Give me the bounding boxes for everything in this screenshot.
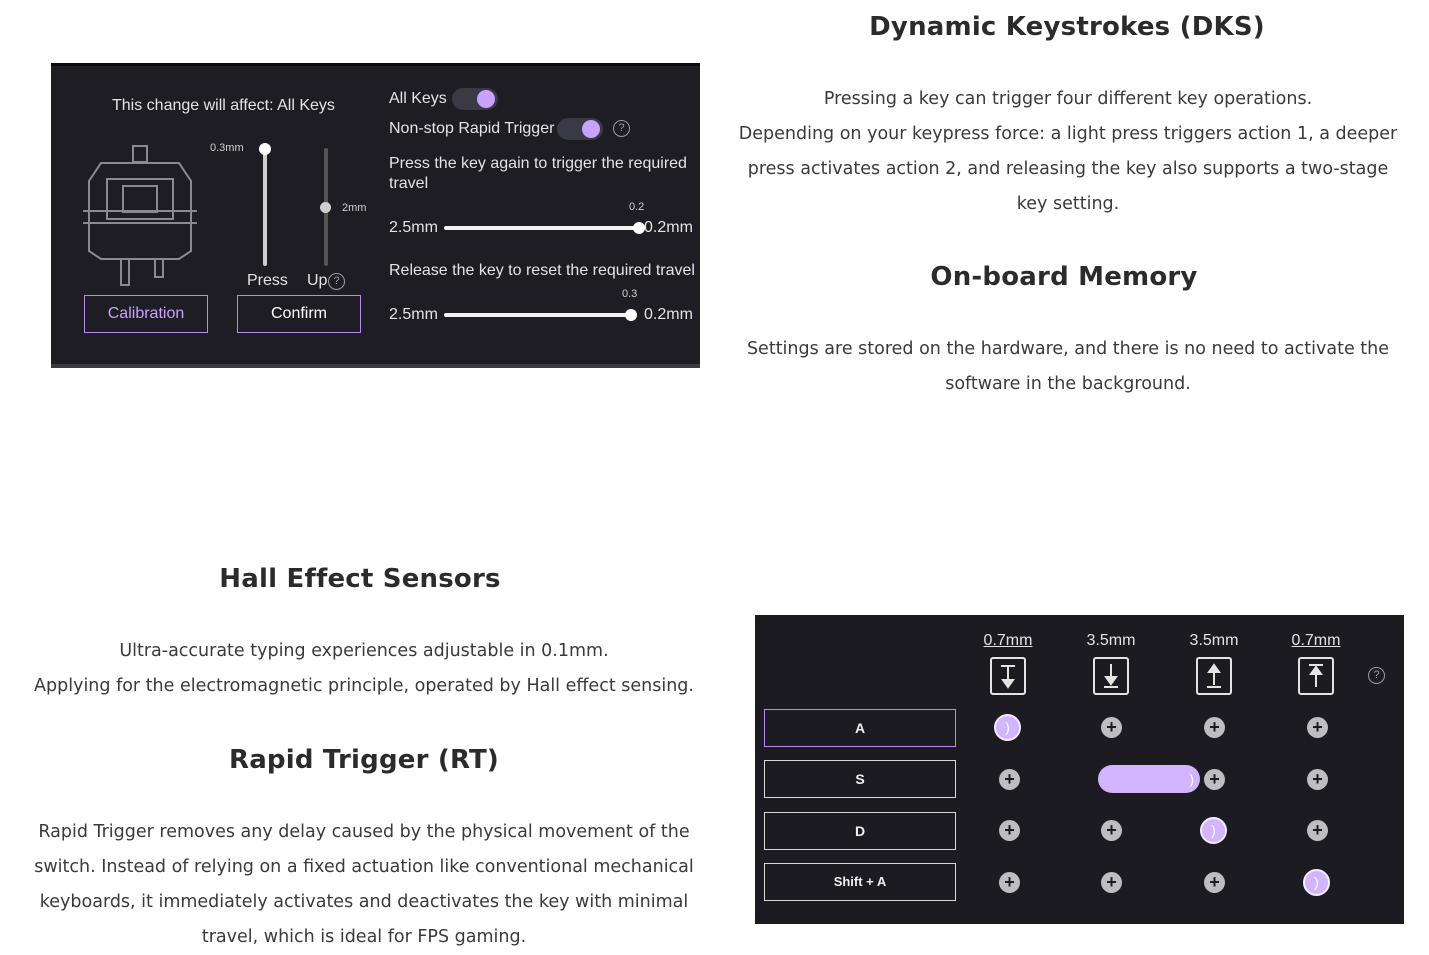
action-marker[interactable]: ) — [994, 714, 1021, 741]
up-slider-handle[interactable] — [320, 202, 331, 213]
affect-label: This change will affect: All Keys — [112, 97, 335, 114]
key-row-a[interactable]: A — [764, 709, 956, 747]
dks-description — [737, 82, 1399, 222]
key-row-s[interactable]: S — [764, 760, 956, 798]
action-range-bar[interactable]: ) — [1098, 765, 1200, 793]
press-label: Press — [247, 272, 288, 289]
up-travel-label: 2mm — [342, 202, 367, 214]
add-action-icon[interactable]: + — [1101, 820, 1122, 841]
column-header: 3.5mm — [1189, 632, 1239, 649]
switch-icon — [81, 141, 206, 291]
press-slider[interactable] — [263, 148, 267, 266]
add-action-icon[interactable]: + — [1204, 717, 1225, 738]
up-label: Up — [307, 272, 328, 289]
memory-title: On-board Memory — [930, 262, 1198, 292]
add-action-icon[interactable]: + — [999, 769, 1020, 790]
release-travel-slider-handle[interactable] — [625, 309, 637, 321]
rt-description — [28, 815, 700, 955]
add-action-icon[interactable]: + — [1101, 717, 1122, 738]
dks-line: Depending on your keypress force: a light press triggers action 1, a deeper — [738, 124, 1398, 144]
rt-line: keyboards, it immediately activates and deactivates the key with minimal — [39, 892, 689, 912]
toggle-knob — [477, 90, 495, 108]
hall-line: Applying for the electromagnetic principle, operated by Hall effect sensing. — [34, 676, 694, 696]
column-header: 0.7mm — [1291, 632, 1341, 649]
press-travel-label: 0.3mm — [210, 142, 244, 154]
press-bottom-icon — [1093, 657, 1129, 695]
dks-line: Pressing a key can trigger four different key operations. — [823, 89, 1313, 109]
press-again-label: Press the key again to trigger the required — [389, 155, 687, 172]
slider2-min-label: 2.5mm — [389, 306, 438, 323]
nonstop-label: Non-stop Rapid Trigger — [389, 120, 555, 137]
release-top-icon — [1298, 657, 1334, 695]
rt-line: Rapid Trigger removes any delay caused by the physical movement of the — [38, 822, 690, 842]
release-travel-slider[interactable] — [444, 313, 631, 317]
release-label: Release the key to reset the required travel — [389, 262, 695, 279]
press-start-icon — [990, 657, 1026, 695]
hall-title: Hall Effect Sensors — [219, 564, 501, 594]
help-icon[interactable]: ? — [1368, 667, 1385, 684]
memory-line: Settings are stored on the hardware, and there is no need to activate the — [746, 339, 1390, 359]
slider2-max-label: 0.2mm — [644, 306, 693, 323]
column-header: 3.5mm — [1086, 632, 1136, 649]
help-icon[interactable]: ? — [613, 120, 630, 137]
rapid-trigger-settings-panel — [51, 63, 700, 368]
rt-title: Rapid Trigger (RT) — [228, 745, 500, 775]
press-travel-slider[interactable] — [444, 226, 639, 230]
slider1-max-label: 0.2mm — [644, 219, 693, 236]
rt-line: travel, which is ideal for FPS gaming. — [201, 927, 527, 947]
add-action-icon[interactable]: + — [999, 872, 1020, 893]
confirm-button[interactable]: Confirm — [237, 295, 361, 333]
all-keys-label: All Keys — [389, 90, 447, 107]
key-row-d[interactable]: D — [764, 812, 956, 850]
action-marker[interactable]: ) — [1200, 817, 1227, 844]
press-slider-handle[interactable] — [259, 143, 271, 155]
all-keys-toggle[interactable] — [452, 88, 498, 110]
add-action-icon[interactable]: + — [1307, 769, 1328, 790]
column-header: 0.7mm — [983, 632, 1033, 649]
release-bottom-icon — [1196, 657, 1232, 695]
action-marker[interactable]: ) — [1303, 869, 1330, 896]
rt-line: switch. Instead of relying on a fixed actuation like conventional mechanical — [34, 857, 694, 877]
hall-description — [28, 634, 700, 704]
add-action-icon[interactable]: + — [1307, 717, 1328, 738]
hall-line: Ultra-accurate typing experiences adjustable in 0.1mm. — [119, 641, 609, 661]
nonstop-toggle[interactable] — [557, 118, 603, 140]
calibration-button[interactable]: Calibration — [84, 295, 208, 333]
memory-line: software in the background. — [945, 374, 1191, 394]
add-action-icon[interactable]: + — [1204, 872, 1225, 893]
dks-title: Dynamic Keystrokes (DKS) — [869, 12, 1265, 42]
slider1-min-label: 2.5mm — [389, 219, 438, 236]
add-action-icon[interactable]: + — [1307, 820, 1328, 841]
press-again-label-cont: travel — [389, 175, 429, 192]
dks-settings-panel — [755, 615, 1404, 924]
add-action-icon[interactable]: + — [999, 820, 1020, 841]
toggle-knob — [582, 120, 600, 138]
slider1-value: 0.2 — [629, 201, 645, 213]
add-action-icon[interactable]: + — [1204, 769, 1225, 790]
dks-line: press activates action 2, and releasing the key also supports a two-stage — [747, 159, 1389, 179]
dks-line: key setting. — [1016, 194, 1120, 214]
help-icon[interactable]: ? — [328, 273, 345, 290]
memory-description — [737, 332, 1399, 402]
key-row-shift-a[interactable]: Shift + A — [764, 863, 956, 901]
slider2-value: 0.3 — [622, 288, 638, 300]
add-action-icon[interactable]: + — [1101, 872, 1122, 893]
